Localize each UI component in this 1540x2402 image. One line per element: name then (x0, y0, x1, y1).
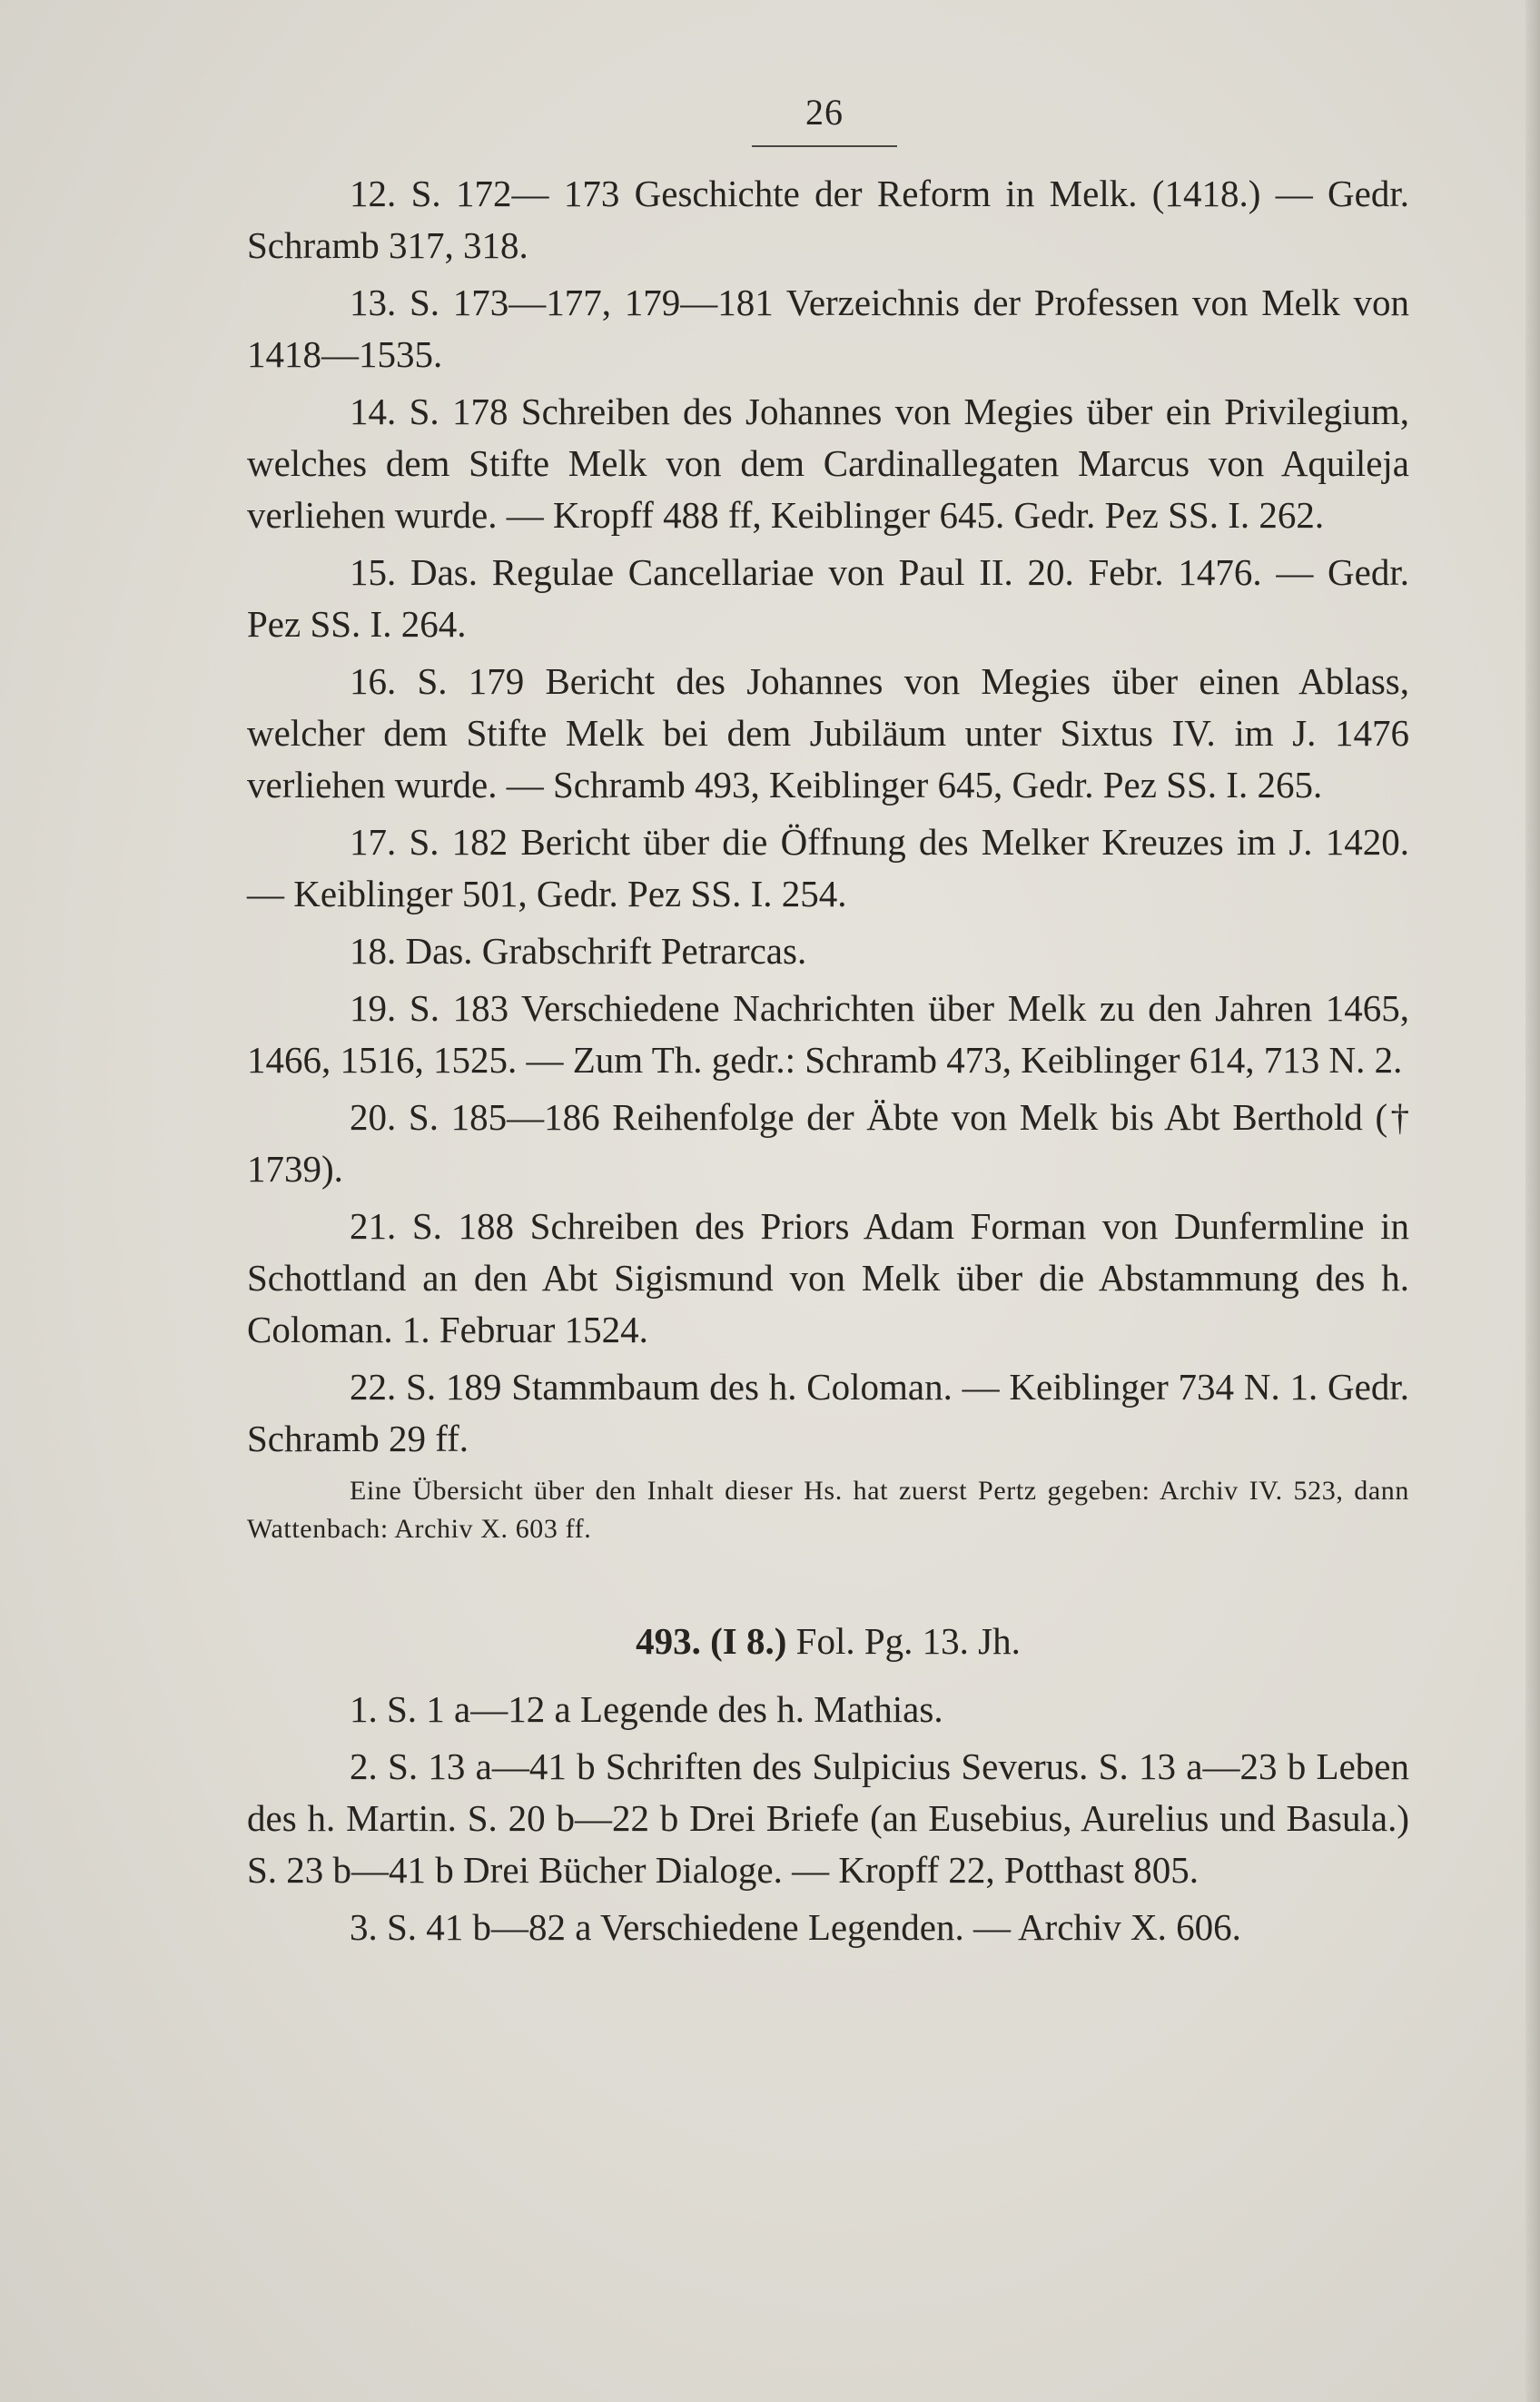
entry-18: 18. Das. Grabschrift Petrarcas. (350, 930, 807, 972)
page-number: 26 (805, 92, 844, 133)
entry-22: 22. S. 189 Stammbaum des h. Coloman. — Keiblinger 734 N. 1. Gedr. Schramb 29 ff. (247, 1366, 1409, 1459)
manuscript-heading (247, 1616, 1409, 1667)
entry-17: 17. S. 182 Bericht über die Öffnung des Melker Kreuzes im J. 1420. — Keiblinger 501, Gedr. Pez SS. I. 254. (247, 821, 1409, 914)
entry-1: 1. S. 1 a—12 a Legende des h. Mathias. (350, 1688, 943, 1730)
entry-2: 2. S. 13 a—41 b Schriften des Sulpicius Severus. S. 13 a—23 b Leben des h. Martin. S. 20 b—22 b Drei Briefe (an Eusebius, Aurelius und Basula.) S. 23 b—41 b Drei Bücher Dialoge. — Kropff 22, Potthast 805. (247, 1745, 1409, 1891)
footnote-overview: Eine Übersicht über den Inhalt dieser Hs. hat zuerst Pertz gegeben: Archiv IV. 523, dann Wattenbach: Archiv X. 603 ff. (247, 1476, 1409, 1544)
entry-16: 16. S. 179 Bericht des Johannes von Megies über einen Ablass, welcher dem Stifte Melk bei dem Jubiläum unter Sixtus IV. im J. 1476 verliehen wurde. — Schramb 493, Keiblinger 645, Gedr. Pez SS. I. 265. (247, 660, 1409, 806)
header-rule (752, 145, 897, 147)
entry-15: 15. Das. Regulae Cancellariae von Paul II. 20. Febr. 1476. — Gedr. Pez SS. I. 264. (247, 551, 1409, 645)
page-edge (1525, 0, 1540, 2402)
page-body (247, 168, 1409, 1959)
entry-12: 12. S. 172— 173 Geschichte der Reform in Melk. (1418.) — Gedr. Schramb 317, 318. (247, 173, 1409, 266)
entry-14: 14. S. 178 Schreiben des Johannes von Megies über ein Privilegium, welches dem Stifte Melk von dem Cardinallegaten Marcus von Aquileja verliehen wurde. — Kropff 488 ff, Keiblinger 645. Gedr. Pez SS. I. 262. (247, 390, 1409, 536)
manuscript-description: Fol. Pg. 13. Jh. (786, 1620, 1021, 1662)
entry-21: 21. S. 188 Schreiben des Priors Adam Forman von Dunfermline in Schottland an den Abt Sigismund von Melk über die Abstammung des h. Coloman. 1. Februar 1524. (247, 1205, 1409, 1350)
entry-20: 20. S. 185—186 Reihenfolge der Äbte von Melk bis Abt Berthold († 1739). (247, 1096, 1409, 1190)
entry-19: 19. S. 183 Verschiedene Nachrichten über Melk zu den Jahren 1465, 1466, 1516, 1525. — Zum Th. gedr.: Schramb 473, Keiblinger 614, 713 N. 2. (247, 987, 1409, 1081)
manuscript-number: 493. (I 8.) (636, 1620, 787, 1662)
entry-3: 3. S. 41 b—82 a Verschiedene Legenden. — Archiv X. 606. (350, 1906, 1241, 1948)
entry-13: 13. S. 173—177, 179—181 Verzeichnis der Professen von Melk von 1418—1535. (247, 282, 1409, 375)
